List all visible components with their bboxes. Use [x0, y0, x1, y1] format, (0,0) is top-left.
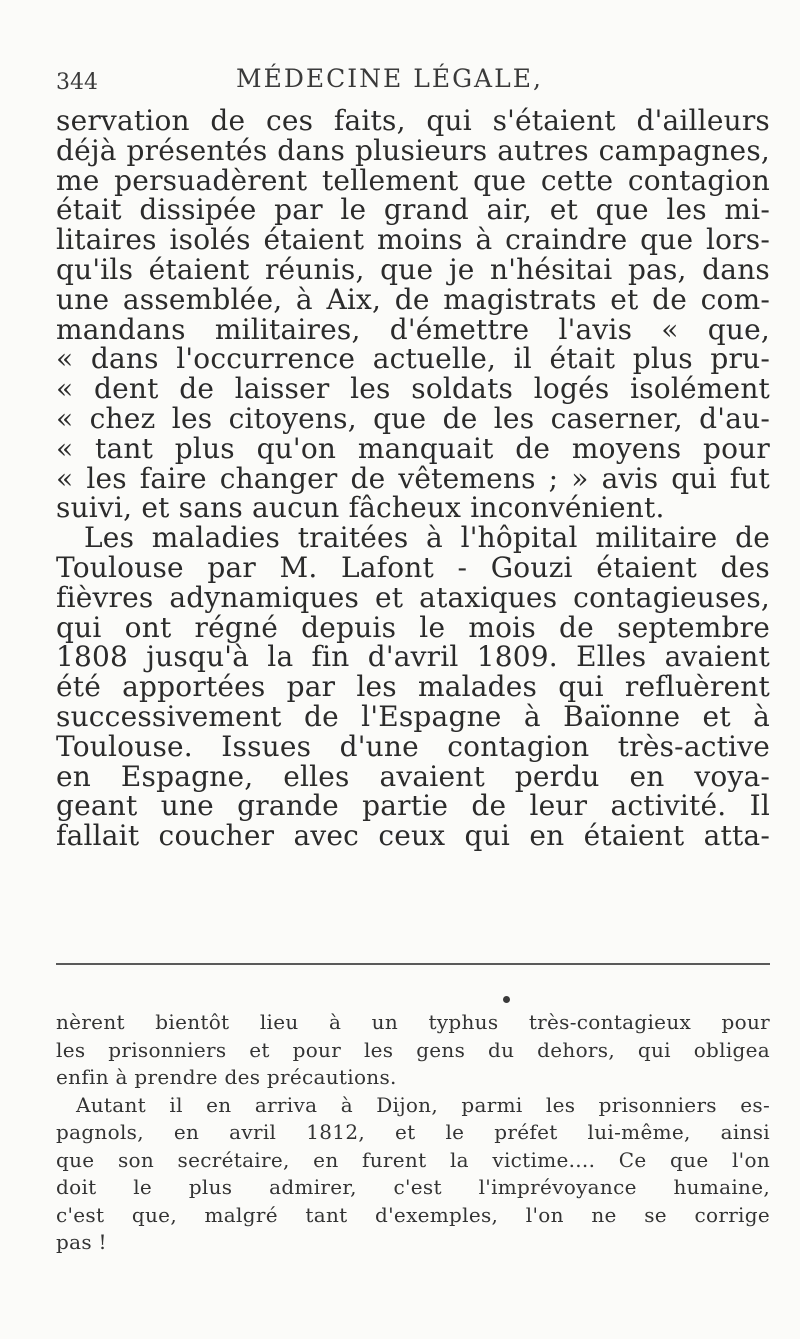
- text-line: me persuadèrent tellement que cette contagion: [56, 163, 770, 197]
- text-line: était dissipée par le grand air, et que les mi-: [56, 193, 770, 227]
- footnote-line: pagnols, en avril 1812, et le préfet lui-même, ainsi: [56, 1120, 770, 1144]
- running-title: MÉDECINE LÉGALE,: [236, 64, 543, 93]
- main-text: [56, 106, 770, 851]
- text-line: geant une grande partie de leur activité. Il: [56, 789, 770, 823]
- text-line: qu'ils étaient réunis, que je n'hésitai pas, dans: [56, 252, 770, 286]
- ink-dot: [503, 996, 510, 1003]
- text-line: « dans l'occurrence actuelle, il était plus pru-: [56, 342, 770, 376]
- text-line: en Espagne, elles avaient perdu en voya-: [56, 759, 770, 793]
- page-number: 344: [56, 70, 98, 95]
- text-line: fallait coucher avec ceux qui en étaient atta-: [56, 819, 770, 853]
- text-line: fièvres adynamiques et ataxiques contagieuses,: [56, 580, 770, 614]
- text-line: servation de ces faits, qui s'étaient d'ailleurs: [56, 104, 770, 137]
- text-line: mandans militaires, d'émettre l'avis « que,: [56, 312, 770, 346]
- footnote-line: enfin à prendre des précautions.: [56, 1065, 397, 1089]
- text-line: « tant plus qu'on manquait de moyens pour: [56, 431, 770, 465]
- text-line: Toulouse par M. Lafont - Gouzi étaient des: [56, 550, 770, 584]
- text-line: 1808 jusqu'à la fin d'avril 1809. Elles avaient: [56, 640, 770, 674]
- footnote-line: c'est que, malgré tant d'exemples, l'on ne se corrige: [56, 1202, 770, 1227]
- text-line: Les maladies traitées à l'hôpital militaire de: [84, 521, 770, 555]
- page-header: [56, 64, 656, 100]
- text-line: Toulouse. Issues d'une contagion très-active: [56, 729, 770, 763]
- footnote-line: Autant il en arriva à Dijon, parmi les prisonniers es-: [76, 1092, 770, 1117]
- footnote-line: les prisonniers et pour les gens du dehors, qui obligea: [56, 1037, 770, 1062]
- text-line: déjà présentés dans plusieurs autres campagnes,: [56, 133, 770, 167]
- footnote-separator: [56, 963, 770, 965]
- text-line: une assemblée, à Aix, de magistrats et de com-: [56, 282, 770, 316]
- footnote-line: pas !: [56, 1230, 107, 1254]
- footnote-line: nèrent bientôt lieu à un typhus très-contagieux pour: [56, 1010, 770, 1034]
- text-line: litaires isolés étaient moins à craindre que lors-: [56, 223, 770, 257]
- text-line: qui ont régné depuis le mois de septembre: [56, 610, 770, 644]
- text-line: suivi, et sans aucun fâcheux inconvénient.: [56, 491, 665, 525]
- text-line: « les faire changer de vêtemens ; » avis qui fut: [56, 461, 770, 495]
- text-line: successivement de l'Espagne à Baïonne et à: [56, 699, 770, 733]
- footnote-line: doit le plus admirer, c'est l'imprévoyance humaine,: [56, 1175, 770, 1199]
- text-line: « dent de laisser les soldats logés isolément: [56, 372, 770, 406]
- text-line: été apportées par les malades qui refluèrent: [56, 670, 770, 704]
- footnote-line: que son secrétaire, en furent la victime.... Ce que l'on: [56, 1147, 770, 1172]
- footnote: [56, 1009, 770, 1257]
- text-line: « chez les citoyens, que de les caserner, d'au-: [56, 401, 770, 435]
